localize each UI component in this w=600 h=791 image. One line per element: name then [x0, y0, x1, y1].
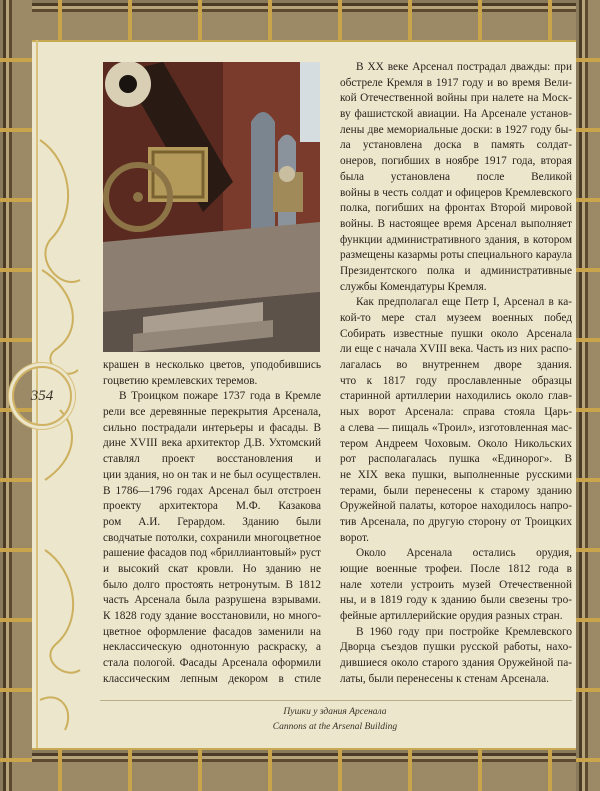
text-line: и высокий скат кровли. Но зданию не: [103, 562, 321, 575]
text-line: функции административного здания, в котором: [340, 233, 572, 246]
text-line: фейные артиллерийские орудия разных стран.: [340, 610, 563, 623]
text-line: классическим лепным декором в стиле: [103, 672, 321, 685]
text-line: что к 1817 году прославленные образцы: [340, 374, 572, 387]
text-line: В 1786—1796 годах Арсенал был отстроен: [103, 484, 321, 497]
text-line: К 1828 году здание восстановили, но много-: [103, 610, 321, 622]
text-line: войны в честь солдат и офицеров Кремлевского: [340, 186, 572, 199]
text-line: ром А.И. Герардом. Зданию были: [103, 515, 321, 528]
text-line: онеров, погибших в ноябре 1917 года, вторая: [340, 155, 572, 168]
text-line: было долго простоять нетронутым. В 1812: [103, 578, 321, 591]
text-line: кой Отечественной войны при налете на Моск-: [340, 92, 572, 105]
text-line: ву фашистской авиации. На Арсенале установ-: [340, 108, 572, 121]
text-line: стала пологой. Фасады Арсенала оформили: [103, 657, 321, 670]
caption-divider: [100, 700, 572, 701]
text-line: дине XVIII века архитектор Д.В. Ухтомский: [103, 437, 321, 450]
paragraph: [340, 546, 572, 624]
border-inner-line-top: [32, 40, 576, 42]
text-line: ла установлена доска в память солдат-: [340, 139, 572, 152]
text-line: сильно пострадали интерьеры и фасады. В: [103, 421, 321, 434]
text-line: сводчатые потолки, сохранили многоцветное: [103, 531, 321, 544]
page-number: 354: [12, 366, 72, 426]
text-line: ны, и в 1819 году к зданию были свезены тро-: [340, 594, 572, 607]
text-line: ных ворот Арсенала: справа стояла Царь-: [340, 406, 572, 419]
text-line: старинной артиллерии находились около глав-: [340, 390, 572, 403]
text-line: Президентского полка и административные: [340, 264, 572, 277]
cannons-photo: [103, 62, 320, 352]
text-line: Оружейной палаты, которое находилось напро-: [340, 500, 572, 513]
text-line: ющие военные трофеи. После 1812 года в: [340, 563, 572, 575]
text-line: тив Арсенала, по другую сторону от Троицких: [340, 515, 572, 528]
text-line: была установлена после Великой: [340, 170, 572, 183]
text-line: полка, погибших на фронтах Второй мировой: [340, 202, 572, 215]
paragraph: [103, 358, 321, 389]
text-line: дившиеся около старого здания Оружейной па-: [340, 657, 572, 670]
text-line: Собирать известные пушки около Арсенала: [340, 327, 572, 340]
paragraph: [340, 60, 572, 295]
text-line: Около Арсенала остались орудия,: [356, 547, 572, 560]
text-line: ции здания, но он так и не был осуществлен.: [103, 468, 321, 481]
text-line: тером Андреем Чоховым. Около Никольских: [340, 437, 572, 450]
text-line: кой-то мере стал музеем военных побед: [340, 312, 572, 324]
text-line: рот располагалась пушка «Единорог». В: [340, 453, 572, 466]
text-line: крашен в несколько цветов, уподобившись: [103, 359, 321, 371]
photo-caption-english: Cannons at the Arsenal Building: [272, 722, 398, 732]
paragraph: [340, 295, 572, 546]
text-line: рашение фасадов под «бриллиантовый» руст: [103, 547, 321, 560]
text-line: проекту архитектора М.Ф. Казакова: [103, 500, 321, 513]
text-line: ставлял проект восстановления и: [103, 453, 321, 466]
text-line: не XIX века пушки, выполненные русскими: [340, 468, 572, 481]
text-line: лагалась во внутреннем дворе здания.: [340, 359, 572, 372]
photo-caption-russian: Пушки у здания Арсенала: [283, 707, 387, 717]
text-line: лены две мемориальные доски: в 1927 году бы-: [340, 123, 572, 136]
paragraph: [340, 625, 572, 688]
text-line: а слева — пищаль «Троил», изготовленная мас-: [340, 421, 572, 434]
text-line: В Троицком пожаре 1737 года в Кремле: [119, 390, 321, 403]
border-inner-line-bottom: [32, 748, 576, 750]
text-line: войны. В настоящее время Арсенал выполняет: [340, 217, 572, 230]
text-line: ворот.: [340, 531, 369, 544]
text-line: обстреле Кремля в 1917 году и во время Вели-: [340, 76, 572, 89]
text-line: Как предполагал еще Петр I, Арсенал в ка-: [356, 296, 572, 309]
text-line: службы Комендатуры Кремля.: [340, 280, 487, 293]
left-text-column: [103, 358, 321, 687]
text-line: нале хотели устроить музей Отечественной: [340, 578, 572, 591]
text-line: рели все деревянные перекрытия Арсенала,: [103, 406, 321, 419]
ornamental-border-top: [0, 0, 600, 40]
text-line: размещены казармы роты специального караула: [340, 249, 572, 262]
text-line: латы, были перенесены к стенам Арсенала.: [340, 672, 549, 685]
paragraph: [103, 389, 321, 687]
ornamental-border-bottom: [0, 750, 600, 791]
text-line: гоцветию кремлевских теремов.: [103, 374, 258, 387]
text-line: ли еще с начала XVIII века. Часть из них распо-: [340, 343, 572, 356]
text-line: В XX веке Арсенал пострадал дважды: при: [356, 61, 572, 73]
right-text-column: [340, 60, 572, 688]
ornamental-border-right: [576, 0, 600, 791]
text-line: неклассическую однотонную раскраску, а: [103, 641, 321, 654]
text-line: часть Арсенала была разрушена взрывами.: [103, 594, 321, 607]
text-line: В 1960 году при постройке Кремлевского: [356, 625, 572, 638]
text-line: терами, были перенесены к старому зданию: [340, 484, 572, 497]
text-line: цветное оформление фасадов заменили на: [103, 625, 321, 638]
text-line: Дворца съездов пушки русской работы, нахо-: [340, 641, 572, 654]
